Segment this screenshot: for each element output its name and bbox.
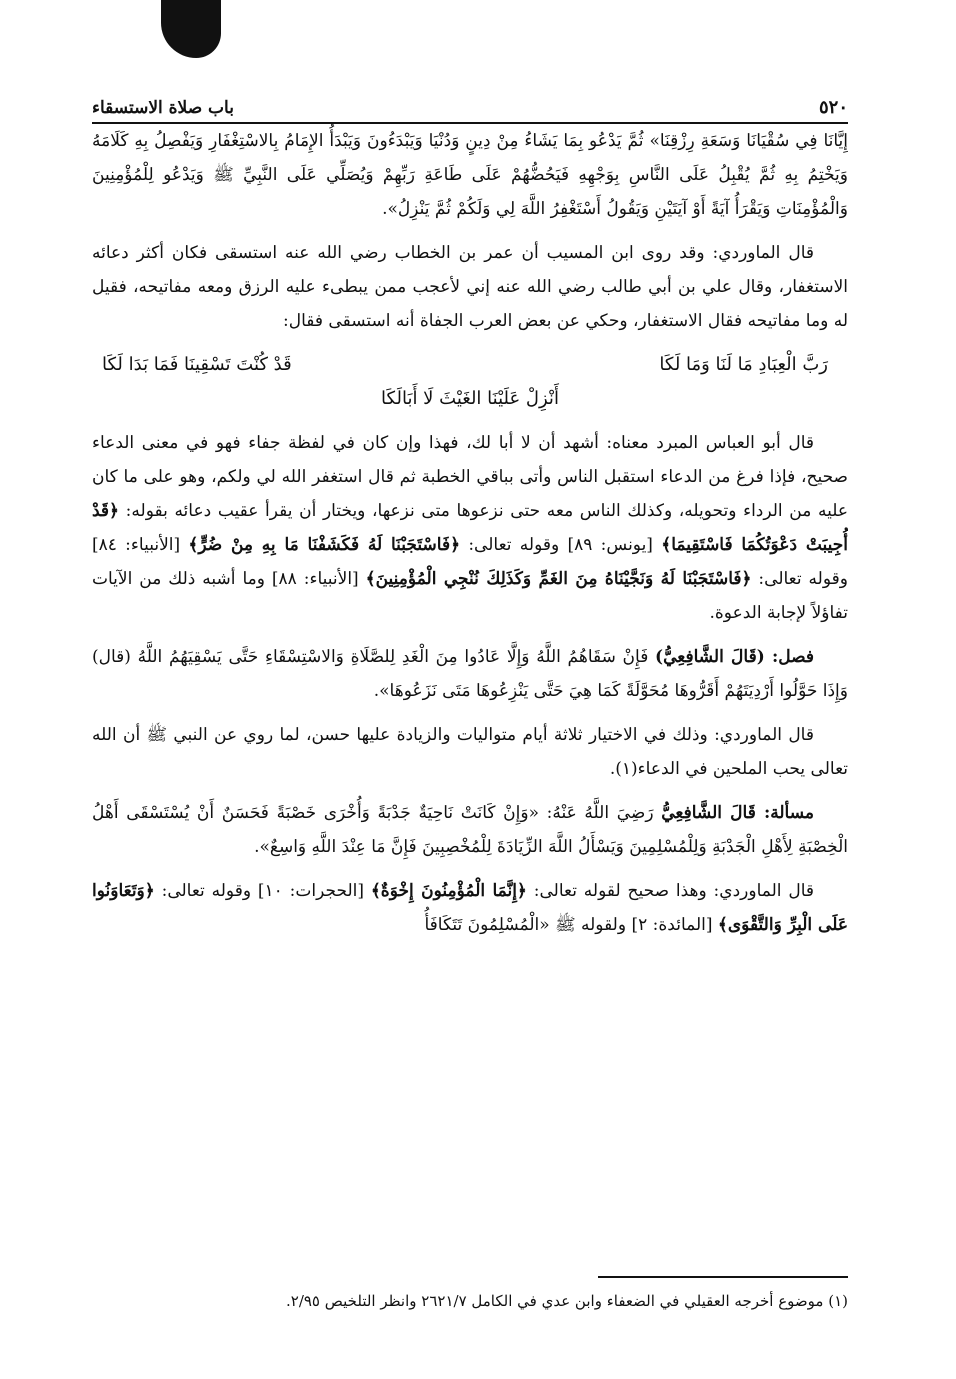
chapter-title: باب صلاة الاستسقاء — [92, 98, 234, 118]
quran-verse-anbiya-84: ﴿فَاسْتَجَبْنَا لَهُ فَكَشَفْنَا مَا بِهِ مِنْ ضُرٍّ﴾ — [188, 535, 461, 555]
running-header — [92, 86, 848, 124]
paragraph-6 — [92, 796, 848, 864]
paragraph-7-text-c: [المائدة: ٢] ولقوله ﷺ «الْمُسْلِمُونَ تَتَكَافَأُ — [424, 915, 713, 935]
paragraph-6-text: رَضِيَ اللَّهُ عَنْهُ: «وَإِنْ كَانَتْ نَاحِيَةٌ جَدْبَةً وَأُخْرَى خَصْبَةً فَحَسَنٌ أَنْ يُسْتَسْقَى أَهْلُ الْخِصْبَةِ لِأَهْلِ الْجَدْبَةِ وَلِلْمُسْلِمِينَ وَيَسْأَلُ اللَّهَ الزِّيَادَةَ لِلْمُخْصِبِينَ فَإِنَّ مَا عِنْدَ اللَّهِ وَاسِعٌ». — [92, 803, 848, 857]
section-lead-masala: مسألة: قَالَ الشَّافِعِيُّ — [661, 803, 815, 823]
quran-verse-maidah: ﴿وَتَعَاوَنُوا عَلَى الْبِرِّ وَالتَّقْوَى﴾ — [92, 881, 848, 935]
footnote-divider — [598, 1276, 848, 1278]
paragraph-7-text-a: قال الماوردي: وهذا صحيح لقوله تعالى: — [533, 881, 814, 901]
paragraph-3-text-b: [يونس: ٨٩] وقوله تعالى: — [468, 535, 653, 555]
paragraph-4 — [92, 640, 848, 708]
book-page — [92, 86, 848, 1356]
verse-hemistich-left: قَدْ كُنْتَ تَسْقِينَا فَمَا بَدَا لَكَا — [102, 354, 292, 375]
paragraph-7-text-b: [الحجرات: ١٠] وقوله تعالى: — [161, 881, 364, 901]
paragraph-5: قال الماوردي: وذلك في الاختيار ثلاثة أيام متواليات والزيادة عليها حسن، لما روي عن النبي ﷺ أن الله تعالى يحب الملحين في الدعاء(١). — [92, 725, 848, 779]
verse-line-2: أَنْزِلْ عَلَيْنَا الغَيْثَ لَا أَبَالَكَا — [381, 388, 559, 409]
paragraph-4-text: فَإِنْ سَقَاهُمُ اللَّهُ وَإِلَّا عَادُوا مِنَ الْغَدِ لِلصَّلَاةِ وَالاسْتِسْقَاءِ حَتَّى يَسْقِيَهُمُ اللَّهُ (قال) وَإِذَا حَوَّلُوا أَرْدِيَتَهُمْ أَقَرُّوهَا مُحَوَّلَةً كَمَا هِيَ حَتَّى يَنْزِعُوهَا مَتَى نَزَعُوهَا». — [92, 647, 848, 701]
paragraph-3-text-d: [الأنبياء: ٨٨] وما أشبه ذلك من الآيات تفاؤلاً لإجابة الدعوة. — [92, 569, 848, 623]
page-body — [92, 124, 848, 942]
scan-artifact — [161, 0, 221, 58]
verse-hemistich-right: رَبَّ الْعِبَادِ مَا لَنَا وَمَا لَكَا — [659, 354, 828, 375]
paragraph-3-text-c: [الأنبياء: ٨٤] وقوله تعالى: — [92, 535, 848, 589]
paragraph-3-text-a: قال أبو العباس المبرد معناه: أشهد أن لا أبا لك، فهذا وإن كان في لفظة جفاء فهو في معنى الدعاء صحيح، فإذا فرغ من الدعاء استقبل الناس وأتى بباقي الخطبة ثم قال استغفر الله لي ولكم، وهو على ما كان عليه من الرداء وتحويله، وكذلك الناس معه حتى نزعوها متى نزعها، ويختار أن يقرأ عقيب دعائه بقوله: — [92, 433, 848, 521]
poem-verse — [92, 348, 848, 416]
paragraph-3 — [92, 426, 848, 630]
section-lead-fasl: فصل: (قَالَ الشَّافِعِيُّ) — [655, 647, 814, 667]
footnote: (١) موضوع أخرجه العقيلي في الضعفاء وابن عدي في الكامل ٢٦٢١/٧ وانظر التلخيص ٢/٩٥. — [285, 1292, 848, 1310]
paragraph-7 — [92, 874, 848, 942]
paragraph-1: إِيَّانَا فِي سُقْيَانَا وَسَعَةِ رِزْقِنَا» ثُمَّ يَدْعُو بِمَا يَشَاءُ مِنْ دِينٍ وَدُنْيَا وَيَبْدَءُونَ وَيَبْدَأُ الإِمَامُ بِالاسْتِغْفَارِ وَيَفْصِلُ بِهِ كَلَامَهُ وَيَخْتِمُ بِهِ ثُمَّ يُقْبِلُ عَلَى النَّاسِ بِوَجْهِهِ فَيَحُضُّهُمْ عَلَى طَاعَةِ رَبِّهِمْ وَيُصَلِّي عَلَى النَّبِيِّ ﷺ وَيَدْعُو لِلْمُؤْمِنِينَ وَالْمُؤْمِنَاتِ وَيَقْرَأُ آيَةً أَوْ آيَتَيْنِ وَيَقُولُ أَسْتَغْفِرُ اللَّهَ لِي وَلَكُمْ ثُمَّ يَنْزِلُ». — [92, 131, 848, 219]
paragraph-2: قال الماوردي: وقد روى ابن المسيب أن عمر بن الخطاب رضي الله عنه استسقى فكان أكثر دعائه الاستغفار، وقال علي بن أبي طالب رضي الله عنه إني لأعجب ممن يبطىء عليه الرزق ومعه مفاتيحه، فقيل له وما مفاتيحه فقال الاستغفار، وحكي عن بعض العرب الجفاة أنه استسقى فقال: — [92, 243, 848, 331]
quran-verse-hujurat: ﴿إِنَّمَا الْمُؤْمِنُونَ إِخْوَةٌ﴾ — [370, 881, 527, 901]
page-number: ٥٢٠ — [818, 97, 848, 118]
quran-verse-anbiya-88: ﴿فَاسْتَجَبْنَا لَهُ وَنَجَّيْنَاهُ مِنَ الغَمِّ وَكَذَلِكَ نُنْجِي الْمُؤْمِنِينَ﴾ — [365, 569, 752, 589]
quran-verse-yunus: ﴿قَدْ أُجِيبَتْ دَعْوَتُكُمَا فَاسْتَقِيمَا﴾ — [92, 501, 848, 555]
